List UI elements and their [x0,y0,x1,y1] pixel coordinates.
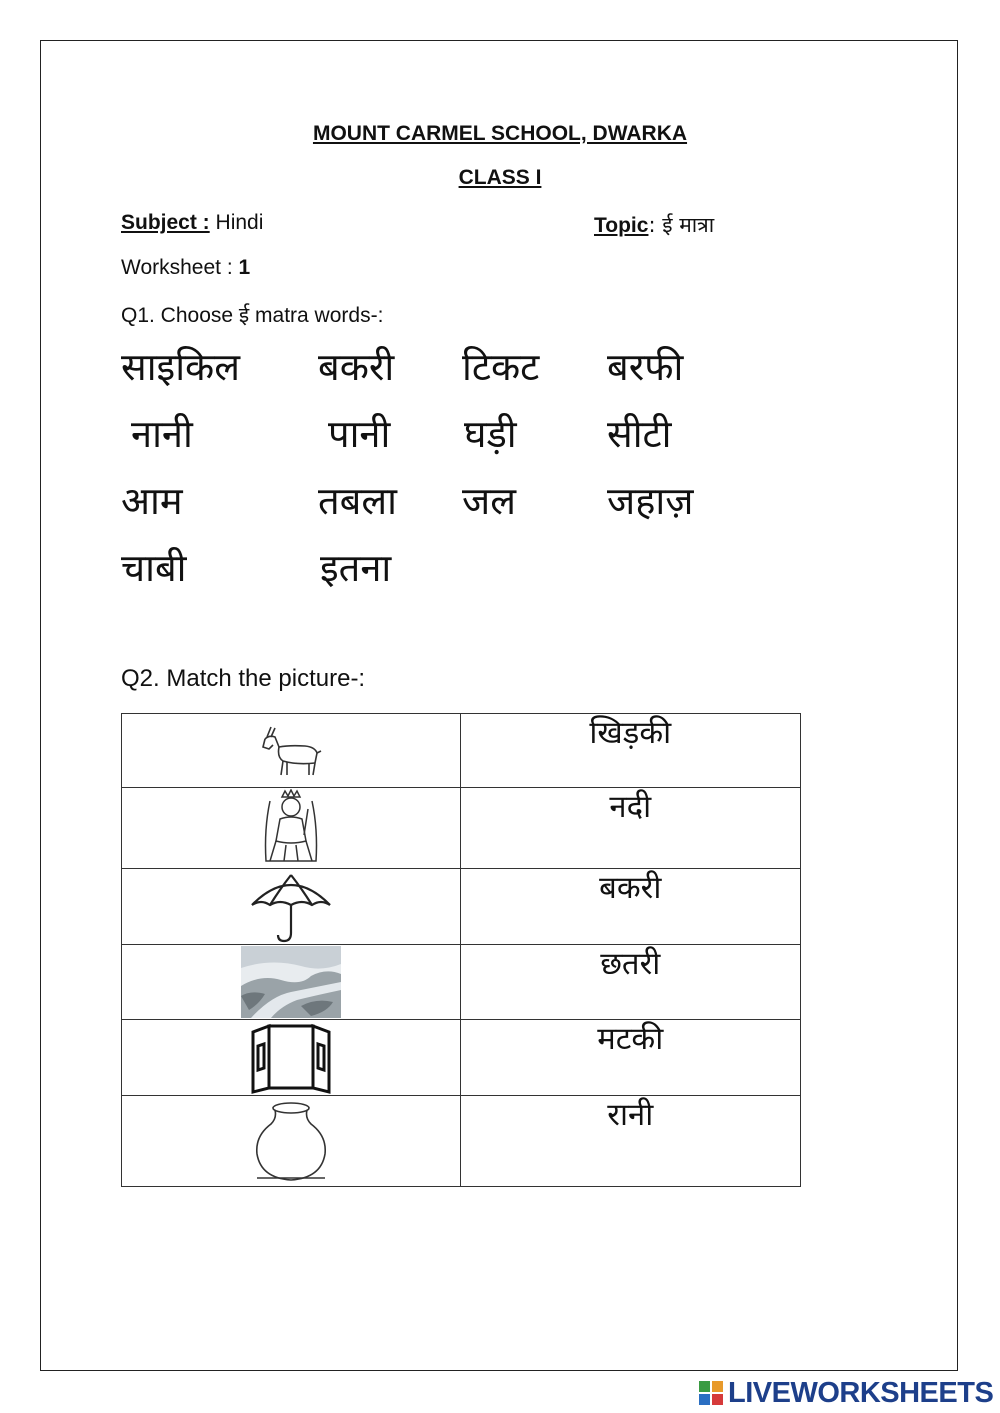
word-option[interactable]: नानी [131,412,193,456]
table-row [122,945,801,1020]
topic-label: Topic [594,214,649,237]
umbrella-icon [250,871,332,943]
match-word[interactable]: नदी [460,788,800,869]
school-title: MOUNT CARMEL SCHOOL, DWARKA [312,122,688,145]
picture-cell[interactable] [122,714,461,788]
worksheet-line [121,256,250,280]
q1-prompt: Q1. Choose ई matra words-: [121,304,384,327]
window-icon [249,1022,333,1094]
table-row [122,869,801,945]
river-icon [241,946,341,1018]
topic-line [594,211,714,239]
subject-line [121,211,263,235]
picture-cell[interactable] [122,869,461,945]
word-option[interactable]: पानी [328,412,391,456]
subject-value: Hindi [215,211,264,234]
word-option[interactable]: साइकिल [121,345,240,389]
picture-cell[interactable] [122,1096,461,1187]
q2-prompt: Q2. Match the picture-: [121,665,366,692]
table-row [122,714,801,788]
queen-icon [256,789,326,867]
word-option[interactable]: जल [462,479,516,523]
match-table [121,713,801,1187]
topic-value: : ई मात्रा [648,213,715,237]
word-option[interactable]: आम [121,479,183,523]
table-row [122,1096,801,1187]
picture-cell[interactable] [122,788,461,869]
word-option[interactable]: बरफी [607,345,684,389]
worksheet-label: Worksheet : [121,256,239,279]
pot-icon [251,1098,331,1184]
word-option[interactable]: बकरी [318,345,395,389]
match-word[interactable]: छतरी [460,945,800,1020]
class-title: CLASS I [458,166,542,189]
word-option[interactable]: इतना [320,546,392,590]
table-row [122,1020,801,1096]
match-word[interactable]: खिड़की [460,714,800,788]
match-word[interactable]: बकरी [460,869,800,945]
match-word[interactable]: मटकी [460,1020,800,1096]
word-option[interactable]: जहाज़ [607,479,694,523]
match-word[interactable]: रानी [460,1096,800,1187]
table-row [122,788,801,869]
picture-cell[interactable] [122,1020,461,1096]
brand-name: LIVEWORKSHEETS [728,1376,994,1409]
worksheet-number: 1 [238,256,251,279]
word-option[interactable]: टिकट [462,345,540,389]
word-option[interactable]: घड़ी [464,412,517,456]
liveworksheets-logo-icon [698,1380,724,1406]
word-option[interactable]: तबला [318,479,397,523]
goat-icon [259,723,323,779]
brand-logo [698,1378,993,1408]
picture-cell[interactable] [122,945,461,1020]
subject-label: Subject : [121,211,210,234]
word-option[interactable]: चाबी [121,546,187,590]
word-option[interactable]: सीटी [607,412,672,456]
